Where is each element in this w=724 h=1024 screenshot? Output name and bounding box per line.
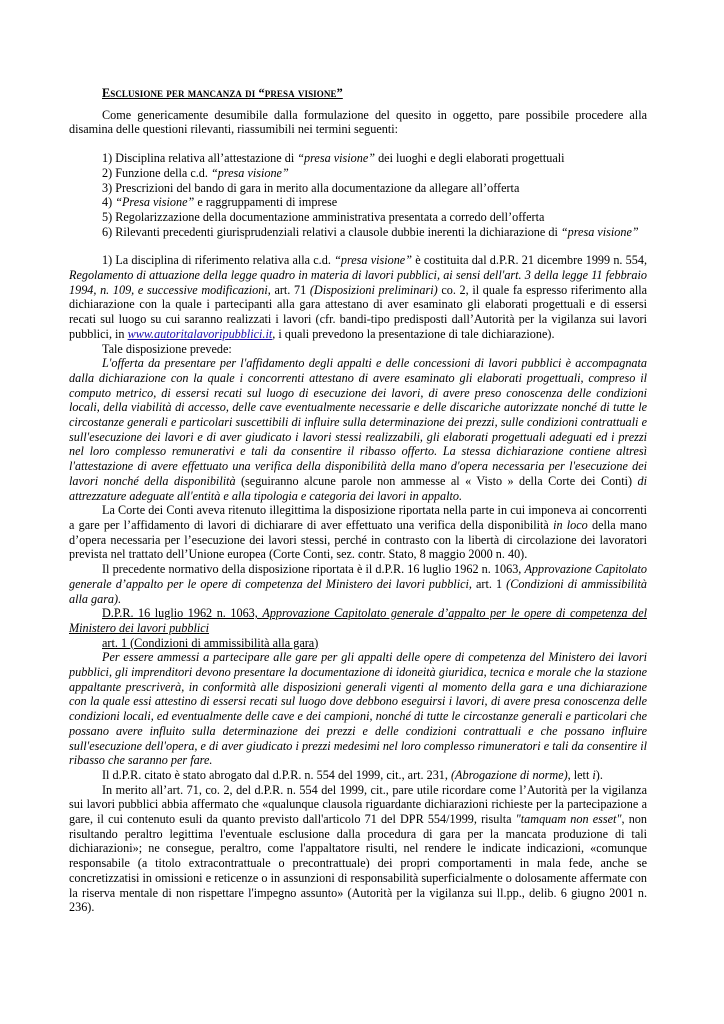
paragraph-3: La Corte dei Conti aveva ritenuto illegittima la disposizione riportata nella parte in cui imponeva ai concorrenti a gare per l’affidamento di lavori di dichiarare di aver effettuato una verifica della disponibilità in loco della mano d’opera necessaria per l’esecuzione dei lavori stessi, perché in contrasto con la libertà di circolazione dei lavoratori prevista nel trattato dell’Unione europea (Corte Conti, sez. contr. Stato, 8 maggio 2000 n. 40). (69, 503, 648, 562)
paragraph-6: In merito all’art. 71, co. 2, del d.P.R. n. 554 del 1999, cit., pare utile ricordare come l’Autorità per la vigilanza sui lavori pubblici abbia affermato che «qualunque clausola riguardante dichiarazioni richieste per la partecipazione a gare, il cui contenuto esuli da quanto previsto dall'articolo 71 del DPR 554/1999, risulta "tamquam non esset", non risultando peraltro legittima l'eventuale esclusione dalla procedura di gara per la mancata produzione di tali dichiarazioni»; ne consegue, peraltro, come l'appaltatore risulti, nel rendere le indicate indicazioni, «comunque responsabile (a titolo extracontrattuale o precontrattuale) dei propri comportamenti in mala fede, anche se concretizzatisi in omissioni e reticenze o in assunzioni di responsabilità superficialmente o dolosamente affermate con la riserva mentale di non rispettare l'impegno assunto» (Autorità per la vigilanza sui ll.pp., delib. 6 giugno 2001 n. 236). (69, 782, 647, 915)
list-item: 2) Funzione della c.d. “presa visione” (102, 165, 289, 180)
quote-2: Per essere ammessi a partecipare alle gare per gli appalti delle opere di competenza del Ministero dei lavori pubblici, gli imprenditori devono presentare la documentazione di idoneità giuridica, tecnica e morale che la stazione appaltante prescriverà, in conformità alle disposizioni generali vigenti al momento della gara e una dichiarazione con la quale essi attestino di essersi recati sul luogo dove debbono eseguirsi i lavori, di avere presa conoscenza delle condizioni locali, ed eventualmente delle cave e dei campioni, nonché di tutte le circostanze generali e particolari che possano avere influito sulla determinazione dei prezzi e delle condizioni contrattuali e che possano influire sull'esecuzione dell'opera, e di aver giudicato i prezzi medesimi nel loro complesso rimuneratori e tali da consentire il ribasso che saranno per fare. (69, 650, 647, 768)
authority-website-link[interactable]: www.autoritalavoripubblici.it (127, 326, 273, 341)
intro-paragraph: Come genericamente desumibile dalla formulazione del quesito in oggetto, pare possibile procedere alla disamina delle questioni rilevanti, riassumibili nei termini seguenti: (69, 107, 647, 137)
paragraph-2: Tale disposizione prevede: (102, 341, 232, 356)
topics-list (102, 151, 647, 239)
list-item: 5) Regolarizzazione della documentazione amministrativa presentata a corredo dell’offerta (102, 209, 545, 224)
document-title: Esclusione per mancanza di “presa visione” (102, 86, 343, 100)
document-page (69, 86, 647, 915)
list-item: 3) Prescrizioni del bando di gara in merito alla documentazione da allegare all’offerta (102, 180, 520, 195)
paragraph-5: Il d.P.R. citato è stato abrogato dal d.P.R. n. 554 del 1999, cit., art. 231, (Abrogazione di norme), lett i). (102, 767, 603, 782)
decree-heading: D.P.R. 16 luglio 1962 n. 1063, Approvazione Capitolato generale d’appalto per le opere di competenza del Ministero dei lavori pubblici (69, 606, 647, 635)
list-item: 4) “Presa visione” e raggruppamenti di imprese (102, 195, 338, 210)
article-heading: art. 1 (Condizioni di ammissibilità alla gara) (102, 635, 319, 650)
paragraph-4: Il precedente normativo della disposizione riportata è il d.P.R. 16 luglio 1962 n. 1063, Approvazione Capitolato generale d’appalto per le opere di competenza del Ministero dei lavori pubblici, art. 1 (Condizioni di ammissibilità alla gara). (69, 562, 647, 606)
list-item: 1) Disciplina relativa all’attestazione di “presa visione” dei luoghi e degli elaborati progettuali (102, 151, 565, 166)
list-item: 6) Rilevanti precedenti giurisprudenziali relativi a clausole dubbie inerenti la dichiarazione di “presa visione” (102, 224, 639, 239)
quote-1: L'offerta da presentare per l'affidamento degli appalti e delle concessioni di lavori pubblici è accompagnata dalla dichiarazione con la quale i concorrenti attestano di avere esaminato gli elaborati progettuali, compreso il computo metrico, di essersi recati sul luogo di esecuzione dei lavori, di avere preso conoscenza delle condizioni locali, della viabilità di accesso, delle cave eventualmente necessarie e delle discariche autorizzate nonché di tutte le circostanze generali e particolari suscettibili di influire sulla determinazione dei prezzi, sulle condizioni contrattuali e sull'esecuzione dei lavori e di aver giudicato i lavori stessi realizzabili, gli elaborati progettuali adeguati ed i prezzi nel loro complesso remunerativi e tali da consentire il ribasso offerto. La stessa dichiarazione contiene altresì l'attestazione di avere effettuato una verifica della disponibilità della mano d'opera necessaria per l'esecuzione dei lavori nonché della disponibilità (seguiranno alcune parole non ammesse al « Visto » della Corte dei Conti) di attrezzature adeguate all'entità e alla tipologia e categoria dei lavori in appalto. (69, 356, 647, 503)
paragraph-1: 1) La disciplina di riferimento relativa alla c.d. “presa visione” è costituita dal d.P.R. 21 dicembre 1999 n. 554, Regolamento di attuazione della legge quadro in materia di lavori pubblici, ai sensi dell'art. 3 della legge 11 febbraio 1994, n. 109, e successive modificazioni, art. 71 (Disposizioni preliminari) co. 2, il quale fa espresso riferimento alla dichiarazione con la quale i partecipanti alla gara attestano di aver esaminato gli elaborati progettuali e di essersi recati sul luogo su cui saranno realizzati i lavori (cfr. bandi-tipo predisposti dall’Autorità per la vigilanza sui lavori pubblici, in www.autoritalavoripubblici.it, i quali prevedono la presentazione di tale dichiarazione). (69, 253, 648, 341)
